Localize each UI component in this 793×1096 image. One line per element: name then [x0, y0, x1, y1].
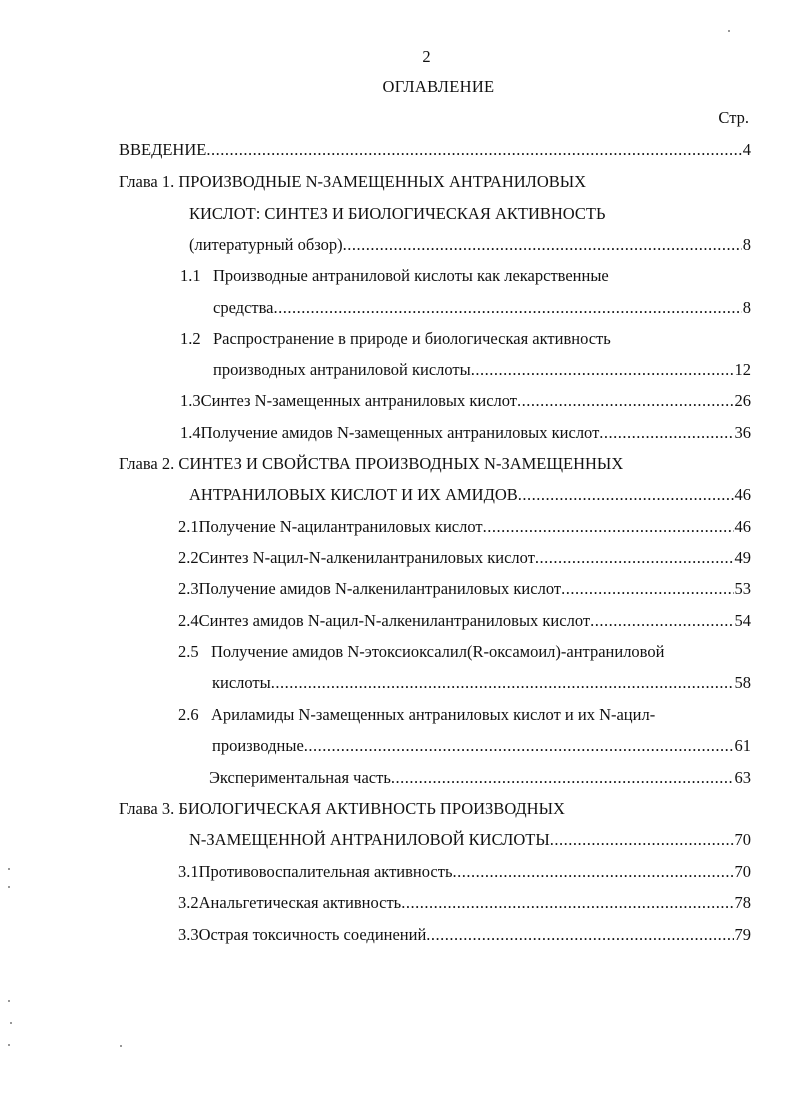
toc-entry-text: Анальгетическая активность [198, 893, 402, 912]
toc-entry-page: 78 [734, 893, 751, 912]
scan-speck [10, 1022, 12, 1024]
scan-speck [8, 1044, 10, 1046]
leader-dots [274, 297, 742, 319]
leader-dots [561, 578, 733, 600]
leader-dots [452, 861, 733, 883]
toc-entry-text: Получение N-ацилантраниловых кислот [198, 517, 483, 536]
toc-entry-text: Синтез амидов N-ацил-N-алкенилантраниловых кислот [198, 611, 591, 630]
toc-entry-text: Ариламиды N-замещенных антраниловых кислот и их N-ацил- [211, 705, 656, 724]
toc-entry-2-6[interactable] [178, 704, 655, 726]
toc-entry-text: производные [212, 736, 304, 755]
toc-title: ОГЛАВЛЕНИЕ [382, 77, 495, 96]
toc-entry-1-2-cont [213, 359, 751, 381]
chapter-3-heading[interactable]: Глава 3. БИОЛОГИЧЕСКАЯ АКТИВНОСТЬ ПРОИЗВОДНЫХ [119, 799, 565, 818]
toc-entry-2-3[interactable] [178, 578, 751, 600]
toc-entry-2-5[interactable] [178, 641, 664, 663]
toc-entry-3-2[interactable] [178, 892, 751, 914]
leader-dots [535, 547, 734, 569]
toc-entry-text: Острая токсичность соединений [198, 925, 427, 944]
toc-entry-text: (литературный обзор) [189, 235, 343, 254]
leader-dots [518, 484, 734, 506]
toc-entry-1-2[interactable] [180, 328, 611, 350]
leader-dots [343, 234, 742, 256]
toc-entry-number: 3.3 [178, 925, 199, 944]
toc-entry-page: 8 [742, 298, 751, 317]
toc-entry-text: Противовоспалительная активность [198, 862, 453, 881]
toc-entry-number: 2.3 [178, 579, 199, 598]
toc-entry-text: Получение амидов N-этоксиоксалил(R-оксамоил)-антраниловой [211, 642, 665, 661]
scan-speck [8, 886, 10, 888]
toc-entry-page: 46 [734, 517, 751, 536]
toc-entry-page: 49 [734, 548, 751, 567]
toc-entry-2-6-cont [212, 735, 751, 757]
toc-entry-text: АНТРАНИЛОВЫХ КИСЛОТ И ИХ АМИДОВ [189, 485, 518, 504]
toc-entry-number: 1.1 [180, 266, 201, 285]
leader-dots [599, 422, 733, 444]
page-number: 2 [422, 47, 431, 66]
chapter-3-page-line [189, 829, 751, 851]
chapter-1-page-line [189, 234, 751, 256]
toc-entry-number: 3.2 [178, 893, 199, 912]
toc-entry-text: Получение амидов N-замещенных антраниловых кислот [200, 423, 600, 442]
toc-entry-page: 79 [734, 925, 751, 944]
toc-entry-text: Экспериментальная часть [209, 768, 391, 787]
toc-entry-text: Распространение в природе и биологическая активность [213, 329, 611, 348]
toc-entry-experimental[interactable] [209, 767, 751, 789]
toc-entry-3-3[interactable] [178, 924, 751, 946]
toc-entry-page: 53 [734, 579, 751, 598]
toc-entry-text: Синтез N-замещенных антраниловых кислот [200, 391, 518, 410]
toc-entry-text: кислоты [212, 673, 271, 692]
toc-entry-intro[interactable] [119, 139, 751, 161]
toc-entry-text: средства [213, 298, 274, 317]
toc-entry-page: 46 [734, 485, 751, 504]
toc-entry-text: ВВЕДЕНИЕ [119, 140, 207, 159]
toc-entry-number: 2.1 [178, 517, 199, 536]
leader-dots [590, 610, 733, 632]
leader-dots [517, 390, 733, 412]
leader-dots [206, 139, 741, 161]
leader-dots [304, 735, 734, 757]
toc-entry-page: 63 [734, 768, 751, 787]
toc-entry-number: 1.2 [180, 329, 201, 348]
leader-dots [483, 516, 734, 538]
toc-entry-number: 2.5 [178, 642, 199, 661]
toc-entry-1-3[interactable] [180, 390, 751, 412]
toc-entry-text: Производные антраниловой кислоты как лекарственные [213, 266, 609, 285]
toc-entry-1-1-cont [213, 297, 751, 319]
pages-column-label: Стр. [718, 108, 749, 127]
toc-entry-3-1[interactable] [178, 861, 751, 883]
toc-entry-page: 54 [734, 611, 751, 630]
toc-entry-page: 58 [734, 673, 751, 692]
chapter-2-page-line [189, 484, 751, 506]
toc-entry-page: 26 [734, 391, 751, 410]
leader-dots [426, 924, 733, 946]
toc-entry-1-1[interactable] [180, 265, 609, 287]
scan-speck [8, 868, 10, 870]
toc-entry-number: 3.1 [178, 862, 199, 881]
toc-entry-number: 1.4 [180, 423, 201, 442]
leader-dots [401, 892, 733, 914]
chapter-2-heading[interactable]: Глава 2. СИНТЕЗ И СВОЙСТВА ПРОИЗВОДНЫХ N-ЗАМЕЩЕННЫХ [119, 454, 624, 473]
toc-entry-page: 36 [734, 423, 751, 442]
leader-dots [391, 767, 734, 789]
toc-entry-page: 70 [734, 830, 751, 849]
toc-entry-page: 4 [742, 140, 751, 159]
chapter-1-heading[interactable]: Глава 1. ПРОИЗВОДНЫЕ N-ЗАМЕЩЕННЫХ АНТРАНИЛОВЫХ [119, 172, 587, 191]
toc-entry-number: 2.4 [178, 611, 199, 630]
toc-entry-2-1[interactable] [178, 516, 751, 538]
toc-entry-text: N-ЗАМЕЩЕННОЙ АНТРАНИЛОВОЙ КИСЛОТЫ [189, 830, 550, 849]
toc-entry-2-4[interactable] [178, 610, 751, 632]
toc-entry-page: 12 [734, 360, 751, 379]
scan-speck [120, 1045, 122, 1047]
toc-entry-2-5-cont [212, 672, 751, 694]
toc-entry-page: 8 [742, 235, 751, 254]
toc-entry-page: 70 [734, 862, 751, 881]
toc-entry-text: Синтез N-ацил-N-алкенилантраниловых кислот [198, 548, 535, 567]
toc-entry-text: Получение амидов N-алкенилантраниловых кислот [198, 579, 562, 598]
toc-entry-2-2[interactable] [178, 547, 751, 569]
toc-entry-text: производных антраниловой кислоты [213, 360, 471, 379]
toc-entry-number: 1.3 [180, 391, 201, 410]
toc-entry-page: 61 [734, 736, 751, 755]
scan-speck [728, 30, 730, 32]
toc-entry-number: 2.6 [178, 705, 199, 724]
leader-dots [271, 672, 734, 694]
toc-entry-1-4[interactable] [180, 422, 751, 444]
chapter-1-heading-cont: КИСЛОТ: СИНТЕЗ И БИОЛОГИЧЕСКАЯ АКТИВНОСТЬ [189, 204, 606, 223]
scan-speck [8, 1000, 10, 1002]
leader-dots [550, 829, 734, 851]
toc-entry-number: 2.2 [178, 548, 199, 567]
leader-dots [471, 359, 734, 381]
